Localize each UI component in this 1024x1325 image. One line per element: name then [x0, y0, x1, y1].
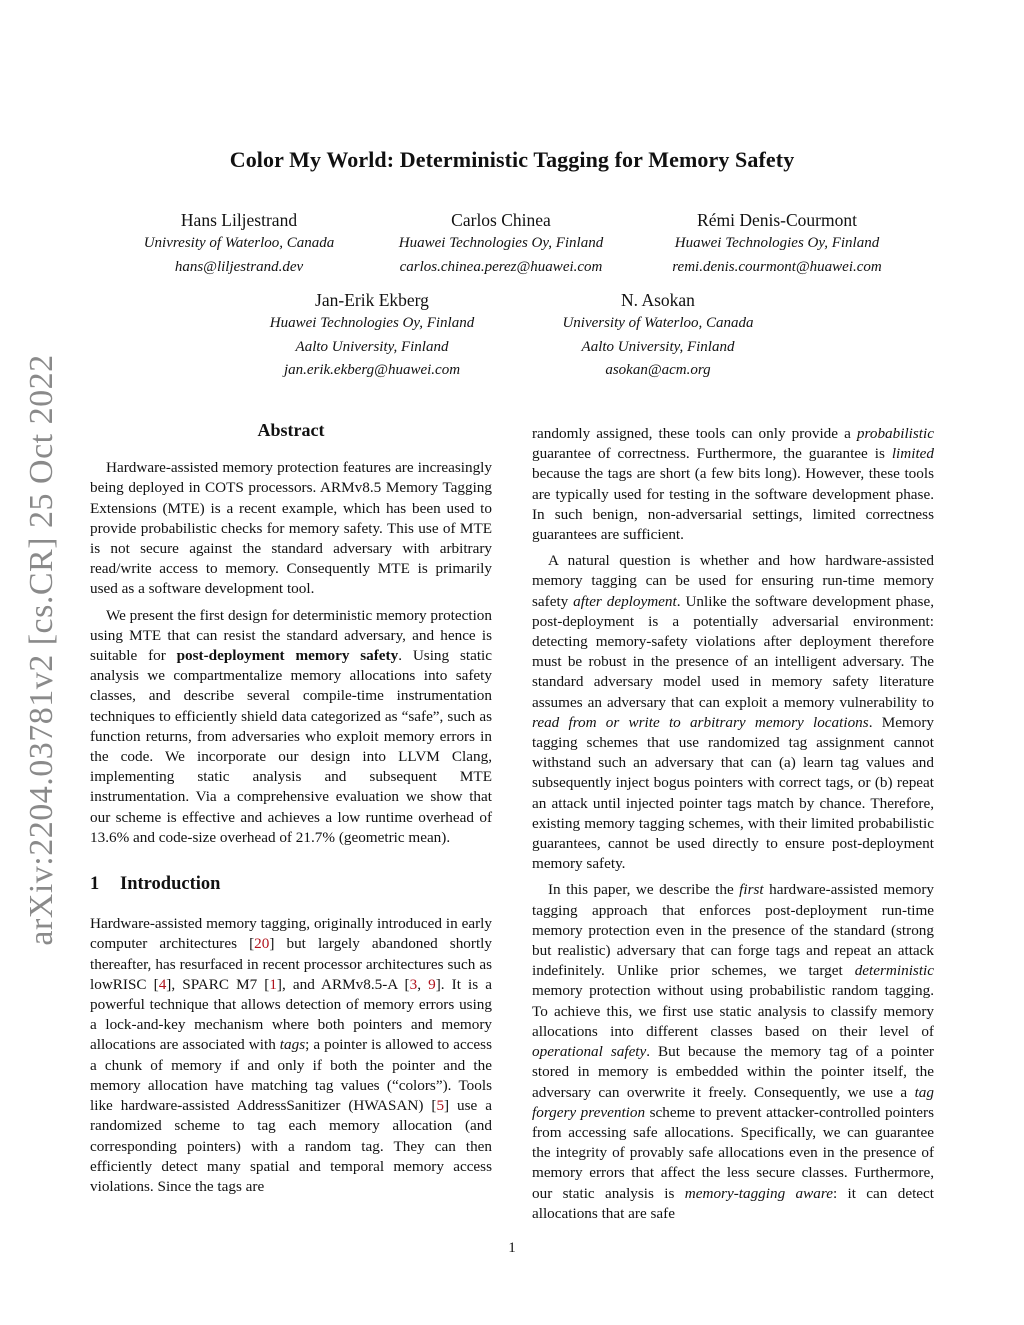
section-title: Introduction [120, 874, 221, 895]
intro-text: because the tags are short (a few bits long). However, these tools are typically used for testing in the software development phase. In such benign, non-adversarial settings, limited correctness guarantees are sufficient. [532, 465, 934, 544]
citation-link[interactable]: 20 [254, 935, 270, 953]
citation-link[interactable]: 5 [436, 1097, 445, 1115]
intro-emphasis: operational safety [532, 1043, 647, 1061]
author-block-denis-courmont [636, 208, 918, 279]
intro-emphasis: read from or write to arbitrary memory locations [532, 713, 869, 731]
intro-paragraph [532, 880, 934, 1223]
section-heading-introduction [90, 874, 492, 894]
intro-text: . Unlike the software development phase, post-deployment is a potentially adversarial environment: detecting memory-safety violations after deployment therefore must be robust in the presence of an intelligent adversary. The standard adversary model used in memory safety literature assumes an adversary that can exploit a memory vulnerability to [532, 592, 934, 711]
author-name: Jan-Erik Ekberg [315, 290, 429, 310]
intro-text: ; a pointer is allowed to access a chunk of memory if and only if both the pointer and the memory allocation have matching tag values (“colors”). Tools like hardware-assisted AddressSanitizer (HWASAN) [ [90, 1036, 492, 1115]
intro-emphasis: memory-tagging aware [684, 1184, 833, 1202]
author-block-chinea [372, 208, 630, 279]
intro-text: Hardware-assisted memory tagging, originally introduced in early computer architectures [ [90, 915, 492, 953]
intro-text: guarantee of correctness. Furthermore, the guarantee is [532, 445, 892, 463]
intro-text: memory protection without using probabilistic random tagging. To achieve this, we first use static analysis to classify memory allocations into different classes based on their level of [532, 982, 934, 1040]
author-affiliation: Huawei Technologies Oy, Finland [398, 235, 604, 251]
author-name: N. Asokan [621, 290, 695, 310]
intro-text: , [417, 975, 429, 993]
author-affiliation: Huawei Technologies Oy, Finland [674, 235, 880, 251]
abstract-bold-phrase: post-deployment memory safety [176, 647, 399, 665]
author-name: Carlos Chinea [451, 210, 551, 230]
abstract-paragraph [90, 458, 492, 599]
intro-text: ] but largely abandoned shortly thereafter, has resurfaced in recent processor architectures such as lowRISC [ [90, 935, 492, 993]
author-affiliation: Univresity of Waterloo, Canada [143, 235, 335, 251]
abstract-paragraph [90, 606, 492, 848]
intro-emphasis: tag forgery prevention [532, 1083, 934, 1121]
author-email: asokan@acm.org [605, 362, 711, 378]
arxiv-identifier-stamp: arXiv:2204.03781v2 [cs.CR] 25 Oct 2022 [23, 354, 60, 946]
page-number: 1 [508, 1240, 516, 1256]
intro-emphasis: limited [891, 445, 934, 463]
abstract-text: We present the first design for deterministic memory protection using MTE that can resist the standard adversary, and hence is suitable for [90, 606, 492, 665]
author-affiliation: Huawei Technologies Oy, Finland [269, 315, 475, 331]
intro-text: : it can detect allocations that are safe [532, 1184, 934, 1222]
right-column [532, 424, 934, 1230]
author-email: carlos.chinea.perez@huawei.com [399, 258, 603, 275]
intro-text: scheme to prevent attacker-controlled pointers from accessing safe allocations. Specifically, we can guarantee the integrity of provably safe allocations even in the presence of memory errors that affect the less secure classes. Furthermore, our static analysis is [532, 1103, 934, 1202]
author-email: hans@liljestrand.dev [174, 258, 304, 275]
intro-text: A natural question is whether and how hardware-assisted memory tagging can be used for ensuring run-time memory safety [532, 552, 934, 610]
intro-text: ]. It is a powerful technique that allows detection of memory errors using a lock-and-key mechanism where both pointers and memory allocations are associated with [90, 975, 492, 1054]
intro-text: ], and ARMv8.5-A [ [276, 975, 410, 993]
citation-link[interactable]: 4 [158, 975, 167, 993]
abstract-text: Hardware-assisted memory protection features are increasingly being deployed in COTS processors. ARMv8.5 Memory Tagging Extensions (MTE) is a recent example, which has been used to provide probabilistic checks for memory safety. This use of MTE is not secure against the standard adversary with arbitrary read/write access to memory. Consequently MTE is primarily used as a software development tool. [90, 459, 492, 598]
abstract-text: . Using static analysis we compartmentalize memory allocations into safety classes, and describe several compile-time instrumentation techniques to efficiently shield data categorized as “safe”, such as function returns, from adversaries who exploit memory errors in the code. We incorporate our design into LLVM Clang, implementing static analysis and subsequent MTE instrumentation. Via a comprehensive evaluation we show that our scheme is effective and achieves a low runtime overhead of 13.6% and code-size overhead of 21.7% (geometric mean). [90, 647, 492, 846]
author-name: Rémi Denis-Courmont [697, 210, 857, 230]
author-name: Hans Liljestrand [180, 210, 298, 230]
intro-text: . But because the memory tag of a pointer stored in memory is embedded within the pointer itself, the adversary can overwrite it freely. Consequently, we use a [532, 1043, 934, 1101]
citation-link[interactable]: 1 [269, 975, 277, 993]
author-affiliation: University of Waterloo, Canada [562, 315, 754, 331]
paper-title: Color My World: Deterministic Tagging for Memory Safety [229, 147, 795, 172]
author-email: jan.erik.ekberg@huawei.com [283, 362, 461, 378]
intro-emphasis: deterministic [854, 962, 934, 980]
author-email: remi.denis.courmont@huawei.com [672, 258, 882, 275]
intro-text: In this paper, we describe the [548, 881, 740, 899]
intro-text: ], SPARC M7 [ [166, 975, 270, 993]
author-block-ekberg [232, 288, 512, 383]
intro-paragraph [532, 424, 934, 545]
intro-text: randomly assigned, these tools can only provide a [532, 425, 857, 442]
citation-link[interactable]: 9 [428, 975, 436, 993]
citation-link[interactable]: 3 [409, 975, 418, 993]
author-block-asokan [518, 288, 798, 383]
intro-emphasis: probabilistic [856, 425, 934, 442]
intro-text: . Memory tagging schemes that use randomized tag assignment cannot withstand such an adversary that can (a) learn tag values and subsequently inject bogus pointers with correct tags, or (b) repeat an attack until injected pointer tags match by chance. Therefore, existing memory tagging schemes, with their limited probabilistic guarantees, cannot be used directly to ensure post-deployment memory safety. [532, 713, 934, 873]
author-affiliation: Aalto University, Finland [295, 338, 449, 355]
intro-text: ] use a randomized scheme to tag each memory allocation (and corresponding pointers) with a random tag. They can then efficiently detect many spatial and temporal memory access violations. Since the tags are [90, 1097, 492, 1195]
author-block-liljestrand [96, 208, 382, 279]
intro-emphasis: first [739, 881, 764, 899]
intro-emphasis: tags [279, 1036, 306, 1054]
intro-text: hardware-assisted memory tagging approach that enforces post-deployment run-time memory protection even in the presence of the standard (strong but realistic) adversary that can forge tags and repeat an attack indefinitely. Unlike prior schemes, we target [532, 881, 934, 980]
intro-emphasis: after deployment [573, 592, 677, 610]
left-column [90, 420, 492, 1203]
abstract-heading: Abstract [257, 420, 325, 440]
intro-paragraph [90, 914, 492, 1197]
author-affiliation: Aalto University, Finland [581, 338, 735, 355]
intro-paragraph [532, 551, 934, 874]
section-number: 1 [90, 874, 100, 895]
